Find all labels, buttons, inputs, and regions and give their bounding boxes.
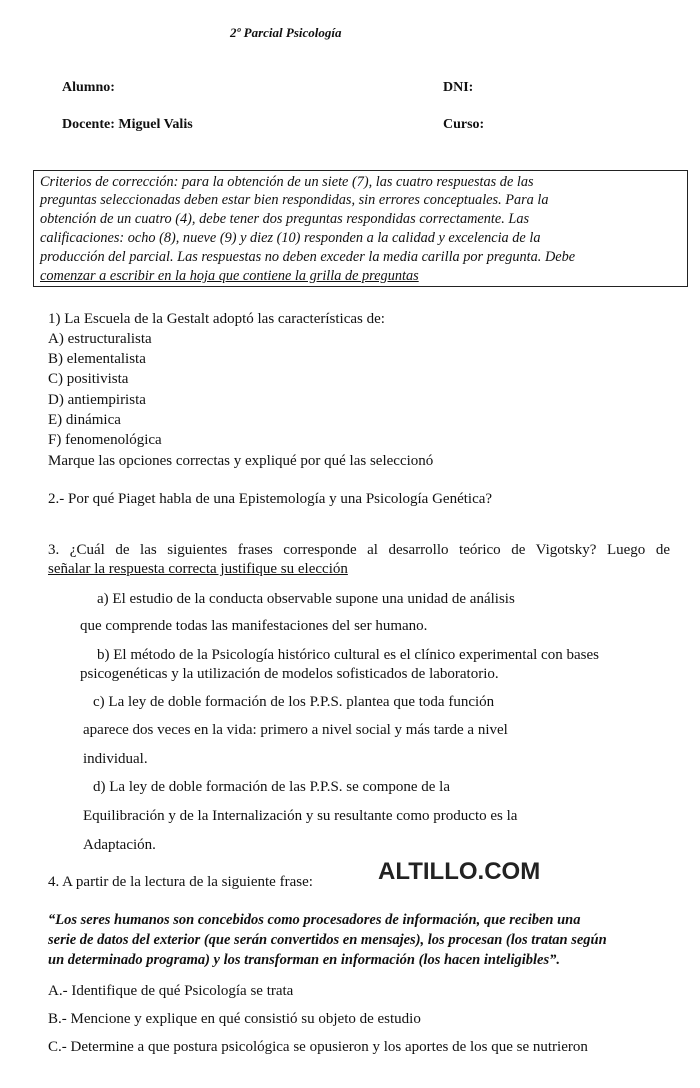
- q1-stem: 1) La Escuela de la Gestalt adoptó las características de:: [48, 311, 385, 327]
- q1-option: E) dinámica: [48, 412, 121, 428]
- criteria-line: obtención de un cuatro (4), debe tener dos preguntas respondidas correctamente. Las: [40, 211, 530, 227]
- q3-option-a-cont: que comprende todas las manifestaciones del ser humano.: [80, 618, 428, 634]
- q3-option-c-cont: individual.: [83, 751, 148, 767]
- q3-option-d-cont: Equilibración y de la Internalización y su resultante como producto es la: [83, 808, 518, 824]
- q1-option: C) positivista: [48, 371, 129, 387]
- watermark: ALTILLO.COM: [378, 858, 541, 885]
- criteria-line: preguntas seleccionadas deben estar bien respondidas, sin errores conceptuales. Para la: [40, 192, 549, 208]
- course-label: Curso:: [443, 117, 485, 132]
- q4-item-c: C.- Determine a que postura psicológica se opusieron y los aportes de los que se nutrieron: [48, 1039, 588, 1055]
- q1-option: F) fenomenológica: [48, 432, 162, 448]
- q1-option: B) elementalista: [48, 351, 146, 367]
- criteria-line: Criterios de corrección: para la obtención de un siete (7), las cuatro respuestas de las: [40, 174, 534, 190]
- q3-option-b-cont: psicogenéticas y la utilización de modelos sofisticados de laboratorio.: [80, 666, 499, 682]
- q3-option-c-cont: aparece dos veces en la vida: primero a nivel social y más tarde a nivel: [83, 722, 508, 738]
- q3-option-c: c) La ley de doble formación de los P.P.S. plantea que toda función: [93, 694, 495, 710]
- q4-stem: 4. A partir de la lectura de la siguiente frase:: [48, 874, 313, 890]
- teacher-label: Docente: Miguel Valis: [62, 117, 193, 132]
- q4-quote: un determinado programa) y los transforman en información (los hacen inteligibles”.: [48, 952, 560, 968]
- q4-quote: serie de datos del exterior (que serán convertidos en mensajes), los procesan (los tratan según: [48, 932, 607, 948]
- criteria-line: producción del parcial. Las respuestas no deben exceder la media carilla por pregunta. Debe: [40, 249, 576, 265]
- q3-stem: 3. ¿Cuál de las siguientes frases corresponde al desarrollo teórico de Vigotsky? Luego de: [48, 542, 670, 558]
- q3-option-d-cont: Adaptación.: [83, 837, 156, 853]
- student-label: Alumno:: [62, 80, 115, 95]
- criteria-line: calificaciones: ocho (8), nueve (9) y diez (10) responden a la calidad y excelencia de la: [40, 230, 541, 246]
- q1-option: D) antiempirista: [48, 392, 146, 408]
- dni-label: DNI:: [443, 80, 474, 95]
- q3-option-a: a) El estudio de la conducta observable supone una unidad de análisis: [97, 591, 515, 607]
- q3-option-d: d) La ley de doble formación de las P.P.S. se compone de la: [93, 779, 450, 795]
- criteria-box: [33, 170, 688, 287]
- criteria-line: comenzar a escribir en la hoja que contiene la grilla de preguntas: [40, 268, 419, 284]
- q3-option-b: b) El método de la Psicología histórico cultural es el clínico experimental con bases: [97, 647, 599, 663]
- q3-stem-2: señalar la respuesta correcta justifique su elección: [48, 561, 348, 577]
- q4-item-b: B.- Mencione y explique en qué consistió su objeto de estudio: [48, 1011, 421, 1027]
- q1-option: A) estructuralista: [48, 331, 152, 347]
- q4-item-a: A.- Identifique de qué Psicología se trata: [48, 983, 294, 999]
- q2: 2.- Por qué Piaget habla de una Epistemología y una Psicología Genética?: [48, 491, 493, 507]
- q1-instruction: Marque las opciones correctas y expliqué por qué las seleccionó: [48, 453, 434, 469]
- q4-quote: “Los seres humanos son concebidos como procesadores de información, que reciben una: [48, 912, 581, 928]
- exam-title: 2º Parcial Psicología: [230, 25, 342, 40]
